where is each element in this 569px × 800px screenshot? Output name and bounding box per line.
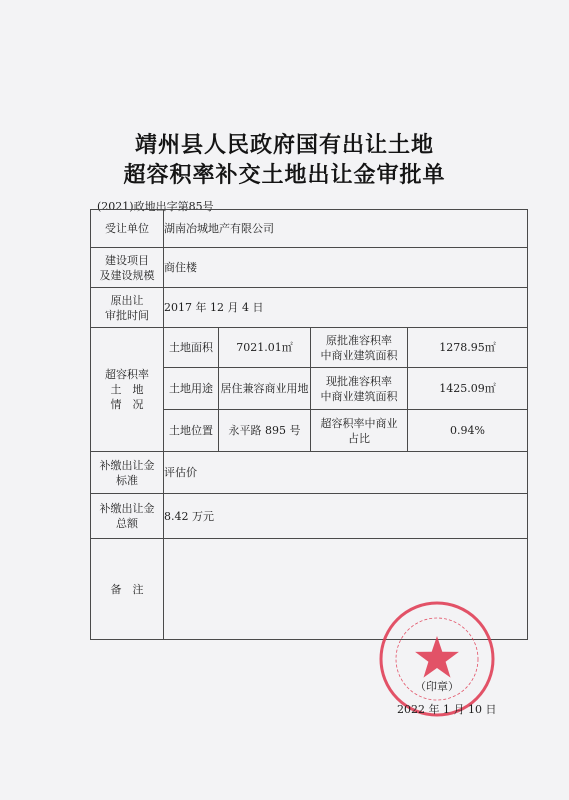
row-transferee <box>91 210 528 248</box>
land-area-value: 7021.01㎡ <box>219 328 311 368</box>
project-label: 建设项目 及建设规模 <box>91 248 164 288</box>
approval-date: 2022 年 1 月 10 日 <box>397 703 497 716</box>
commercial-ratio-label: 超容积率中商业 占比 <box>311 410 408 452</box>
now-commercial-area-value: 1425.09㎡ <box>408 368 528 410</box>
orig-commercial-area-label: 原批准容积率 中商业建筑面积 <box>311 328 408 368</box>
row-project <box>91 248 528 288</box>
land-location-value: 永平路 895 号 <box>219 410 311 452</box>
orig-commercial-area-value: 1278.95㎡ <box>408 328 528 368</box>
payment-standard-label: 补缴出让金 标准 <box>91 452 164 494</box>
original-approval-value: 2017 年 12 月 4 日 <box>164 288 528 328</box>
payment-standard-value: 评估价 <box>164 452 528 494</box>
transferee-label: 受让单位 <box>91 210 164 248</box>
transferee-value: 湖南冶城地产有限公司 <box>164 210 528 248</box>
document-number: (2021)政地出字第85号 <box>97 200 214 213</box>
far-land-situation-label: 超容积率 土 地 情 况 <box>91 328 164 452</box>
document-title-line1: 靖州县人民政府国有出让土地 <box>134 133 434 158</box>
land-location-label: 土地位置 <box>164 410 219 452</box>
land-use-value: 居住兼容商业用地 <box>219 368 311 410</box>
remarks-label: 备 注 <box>91 539 164 640</box>
land-area-label: 土地面积 <box>164 328 219 368</box>
original-approval-label: 原出让 审批时间 <box>91 288 164 328</box>
project-value: 商住楼 <box>164 248 528 288</box>
payment-total-label: 补缴出让金 总额 <box>91 494 164 539</box>
approval-form-table <box>90 209 528 640</box>
land-use-label: 土地用途 <box>164 368 219 410</box>
row-payment-total <box>91 494 528 539</box>
now-commercial-area-label: 现批准容积率 中商业建筑面积 <box>311 368 408 410</box>
commercial-ratio-value: 0.94% <box>408 410 528 452</box>
payment-total-value: 8.42 万元 <box>164 494 528 539</box>
document-title-line2: 超容积率补交土地出让金审批单 <box>123 163 446 188</box>
row-original-approval <box>91 288 528 328</box>
row-payment-standard <box>91 452 528 494</box>
row-land-area <box>91 328 528 368</box>
seal-note: （印章） <box>415 680 459 693</box>
